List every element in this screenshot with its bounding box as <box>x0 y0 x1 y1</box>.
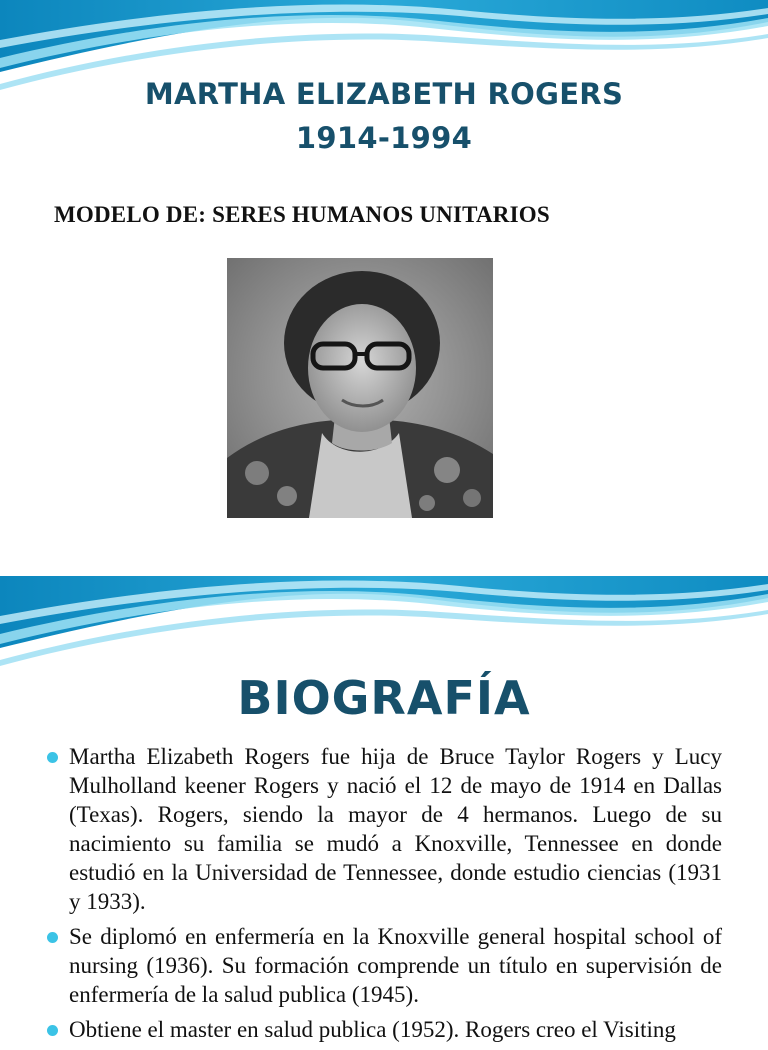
list-item <box>44 742 722 916</box>
title-name: MARTHA ELIZABETH ROGERS <box>144 77 624 111</box>
biography-list <box>44 742 722 1050</box>
title-years: 1914-1994 <box>295 121 473 155</box>
slide-title: BIOGRAFÍA <box>237 671 531 725</box>
bullet-text: Martha Elizabeth Rogers fue hija de Bruce Taylor Rogers y Lucy Mulholland keener Rogers y nació el 12 de mayo de 1914 en Dallas (Texas). Rogers, siendo la mayor de 4 hermanos. Luego de su nacimiento su familia se mudó a Knoxville, Tennessee en donde estudió en la Universidad de Tennessee, donde estudio ciencias (1931 y 1933). <box>69 744 722 914</box>
bullet-text: Obtiene el master en salud publica (1952). Rogers creo el Visiting <box>69 1017 676 1042</box>
bullet-icon <box>47 932 58 943</box>
list-item <box>44 922 722 1009</box>
bullet-text: Se diplomó en enfermería en la Knoxville general hospital school of nursing (1936). Su formación comprende un título en supervisión de enfermería de la salud publica (1945). <box>69 924 722 1007</box>
slide-title <box>0 72 768 160</box>
bullet-icon <box>47 1025 58 1036</box>
wave-header-decoration <box>0 576 768 676</box>
list-item <box>44 1015 722 1044</box>
portrait-photo <box>227 258 493 518</box>
bullet-icon <box>47 752 58 763</box>
slide-2 <box>0 576 768 1042</box>
model-subtitle: MODELO DE: SERES HUMANOS UNITARIOS <box>54 202 550 227</box>
